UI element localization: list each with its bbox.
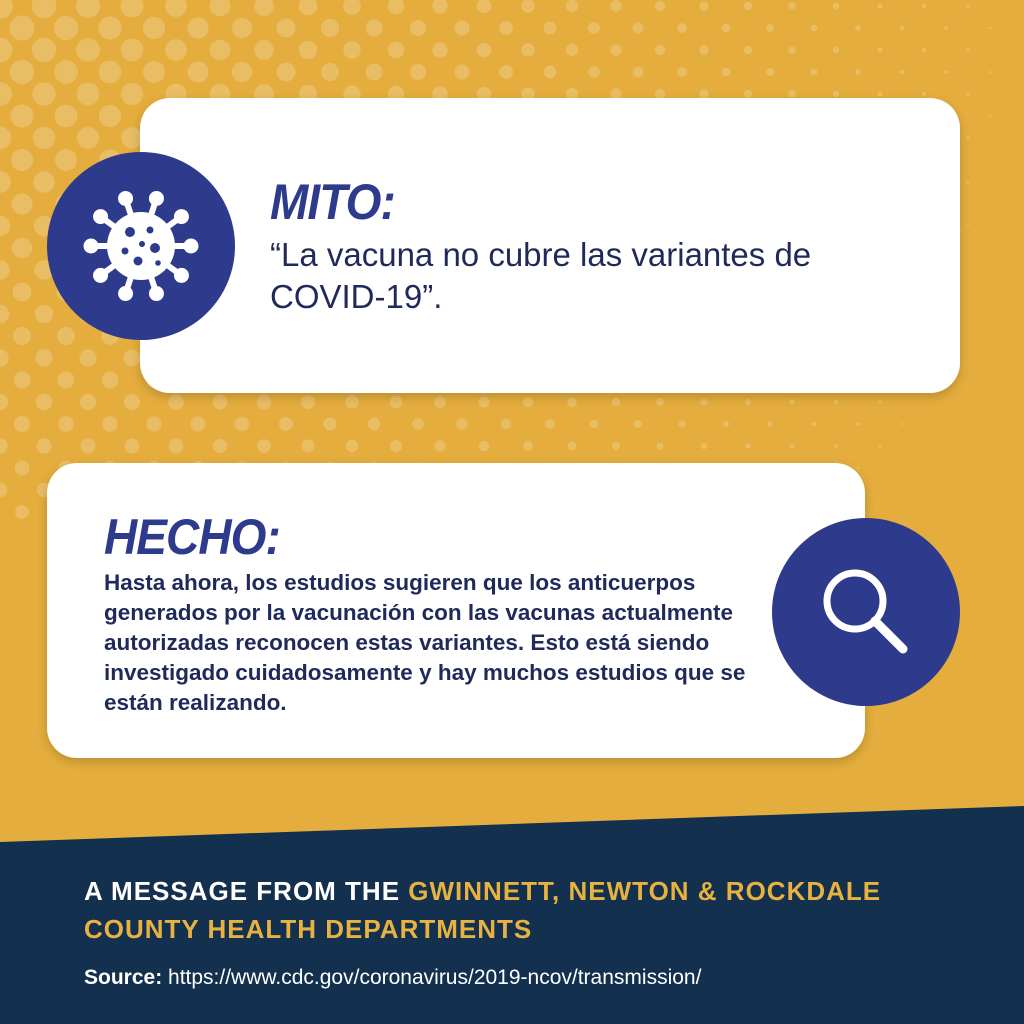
fact-text: Hasta ahora, los estudios sugieren que los anticuerpos generados por la vacunación con las vacunas actualmente autorizadas reconocen estas variantes. Esto está siendo investigado cuidadosamente y hay muchos estudios que se están realizando.: [104, 570, 746, 715]
fact-label: HECHO:: [104, 509, 280, 565]
source-line: [84, 966, 701, 990]
footer-message-line2: [84, 914, 532, 945]
myth-label: MITO:: [270, 174, 395, 230]
footer-message-line1: [84, 876, 881, 907]
footer-counties: GWINNETT, NEWTON & ROCKDALE: [408, 876, 882, 906]
myth-quote: “La vacuna no cubre las variantes de COVID-19”.: [270, 236, 812, 315]
footer-message-intro: A MESSAGE FROM THE: [84, 876, 409, 906]
source-url: https://www.cdc.gov/coronavirus/2019-ncov/transmission/: [168, 966, 702, 989]
footer-departments: COUNTY HEALTH DEPARTMENTS: [84, 914, 533, 944]
source-label: Source:: [84, 966, 163, 989]
